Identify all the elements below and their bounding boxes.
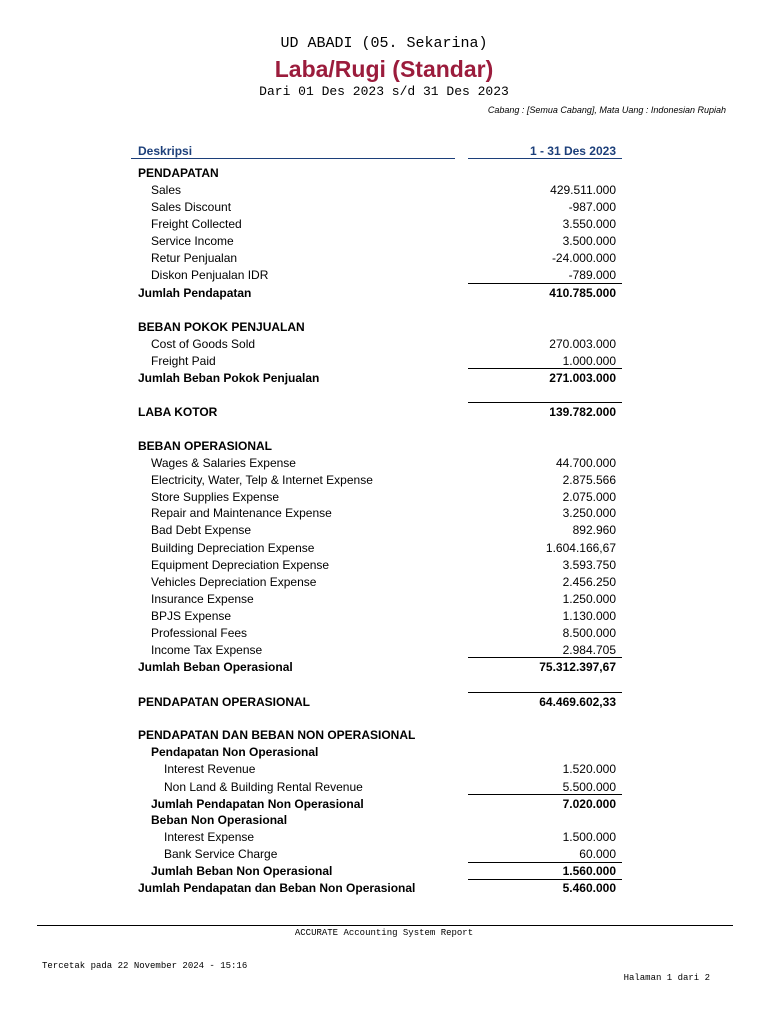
report-row — [0, 608, 768, 625]
row-value: 3.593.750 — [562, 558, 616, 572]
row-label: BEBAN POKOK PENJUALAN — [138, 320, 305, 334]
row-value: 271.003.000 — [549, 371, 616, 385]
row-value: 2.875.566 — [562, 473, 616, 487]
row-value: 3.500.000 — [562, 234, 616, 248]
report-row — [0, 233, 768, 250]
row-value: 3.550.000 — [562, 217, 616, 231]
report-filter: Cabang : [Semua Cabang], Mata Uang : Indonesian Rupiah — [487, 105, 726, 115]
row-value: 2.456.250 — [562, 575, 616, 589]
report-row — [0, 540, 768, 557]
row-label: Insurance Expense — [151, 592, 254, 606]
footer-divider — [37, 925, 733, 926]
row-label: Jumlah Beban Non Operasional — [151, 864, 333, 878]
row-value: 1.500.000 — [562, 830, 616, 844]
row-value: 1.000.000 — [562, 354, 616, 368]
row-label: PENDAPATAN — [138, 166, 219, 180]
row-value: 892.960 — [572, 523, 616, 537]
row-label: Repair and Maintenance Expense — [151, 506, 332, 520]
row-value: 410.785.000 — [549, 286, 616, 300]
row-label: Sales — [151, 183, 182, 197]
column-header-description: Deskripsi — [138, 144, 193, 158]
report-row — [0, 336, 768, 353]
row-label: Beban Non Operasional — [151, 813, 288, 827]
row-value: 3.250.000 — [562, 506, 616, 520]
report-row — [0, 625, 768, 642]
row-label: Retur Penjualan — [151, 251, 238, 265]
row-value: -789.000 — [568, 268, 616, 282]
subtotal-rule — [468, 402, 622, 403]
report-row — [0, 796, 768, 813]
report-row — [0, 829, 768, 846]
row-value: 2.984.705 — [562, 643, 616, 657]
row-value: 270.003.000 — [549, 337, 616, 351]
row-value: 1.560.000 — [562, 864, 616, 878]
report-row — [0, 694, 768, 711]
row-label: Jumlah Pendapatan — [138, 286, 252, 300]
report-row — [0, 659, 768, 676]
row-label: Pendapatan Non Operasional — [151, 745, 319, 759]
row-label: Sales Discount — [151, 200, 232, 214]
row-value: 75.312.397,67 — [539, 660, 616, 674]
row-value: 2.075.000 — [562, 490, 616, 504]
report-row — [0, 744, 768, 761]
row-label: Service Income — [151, 234, 234, 248]
report-row — [0, 267, 768, 284]
report-row — [0, 216, 768, 233]
subtotal-rule — [468, 692, 622, 693]
report-period: Dari 01 Des 2023 s/d 31 Des 2023 — [259, 84, 509, 99]
report-row — [0, 591, 768, 608]
row-value: 7.020.000 — [562, 797, 616, 811]
report-row — [0, 761, 768, 778]
printed-timestamp: Tercetak pada 22 November 2024 - 15:16 — [42, 961, 248, 971]
row-value: 429.511.000 — [550, 183, 616, 197]
report-row — [0, 472, 768, 489]
row-label: Jumlah Pendapatan dan Beban Non Operasional — [138, 881, 416, 895]
row-label: Store Supplies Expense — [151, 490, 280, 504]
report-row — [0, 285, 768, 302]
row-value: 1.130.000 — [562, 609, 616, 623]
report-row — [0, 846, 768, 863]
subtotal-rule — [468, 794, 622, 795]
row-label: LABA KOTOR — [138, 405, 218, 419]
row-label: Freight Paid — [151, 354, 216, 368]
row-value: 8.500.000 — [562, 626, 616, 640]
row-value: 44.700.000 — [555, 456, 616, 470]
row-label: Diskon Penjualan IDR — [151, 268, 269, 282]
report-row — [0, 165, 768, 182]
report-row — [0, 505, 768, 522]
report-row — [0, 353, 768, 370]
report-row — [0, 438, 768, 455]
row-label: Wages & Salaries Expense — [151, 456, 296, 470]
report-row — [0, 779, 768, 796]
row-label: Freight Collected — [151, 217, 242, 231]
report-row — [0, 642, 768, 659]
row-label: Building Depreciation Expense — [151, 541, 315, 555]
report-row — [0, 557, 768, 574]
row-value: -24.000.000 — [551, 251, 616, 265]
row-value: -987.000 — [568, 200, 616, 214]
report-title: Laba/Rugi (Standar) — [274, 56, 494, 82]
row-value: 139.782.000 — [549, 405, 616, 419]
row-value: 5.500.000 — [562, 780, 616, 794]
row-label: Electricity, Water, Telp & Internet Expense — [151, 473, 373, 487]
subtotal-rule — [468, 283, 622, 284]
row-label: BPJS Expense — [151, 609, 232, 623]
row-label: Professional Fees — [151, 626, 248, 640]
column-header-period: 1 - 31 Des 2023 — [529, 144, 616, 158]
report-row — [0, 863, 768, 880]
row-label: Non Land & Building Rental Revenue — [164, 780, 363, 794]
row-label: PENDAPATAN OPERASIONAL — [138, 695, 311, 709]
row-label: Interest Expense — [164, 830, 255, 844]
company-name: UD ABADI (05. Sekarina) — [280, 35, 488, 52]
footer-system-label: ACCURATE Accounting System Report — [294, 928, 474, 938]
report-row — [0, 404, 768, 421]
row-label: Cost of Goods Sold — [151, 337, 256, 351]
row-value: 1.250.000 — [562, 592, 616, 606]
report-row — [0, 489, 768, 506]
report-row — [0, 319, 768, 336]
header-divider-left — [131, 158, 455, 159]
row-label: Income Tax Expense — [151, 643, 263, 657]
row-label: Bank Service Charge — [164, 847, 278, 861]
report-row — [0, 199, 768, 216]
row-value: 1.604.166,67 — [545, 541, 616, 555]
row-label: Equipment Depreciation Expense — [151, 558, 330, 572]
row-value: 60.000 — [579, 847, 616, 861]
report-row — [0, 250, 768, 267]
row-label: Jumlah Beban Pokok Penjualan — [138, 371, 320, 385]
report-row — [0, 522, 768, 539]
report-row — [0, 880, 768, 897]
report-row — [0, 182, 768, 199]
row-label: Interest Revenue — [164, 762, 256, 776]
report-row — [0, 812, 768, 829]
row-value: 5.460.000 — [562, 881, 616, 895]
row-label: BEBAN OPERASIONAL — [138, 439, 273, 453]
row-label: Jumlah Beban Operasional — [138, 660, 293, 674]
header-divider-right — [468, 158, 622, 159]
report-row — [0, 370, 768, 387]
row-label: PENDAPATAN DAN BEBAN NON OPERASIONAL — [138, 728, 416, 742]
row-label: Bad Debt Expense — [151, 523, 252, 537]
report-row — [0, 455, 768, 472]
subtotal-rule — [468, 368, 622, 369]
row-label: Jumlah Pendapatan Non Operasional — [151, 797, 364, 811]
row-value: 64.469.602,33 — [539, 695, 616, 709]
row-label: Vehicles Depreciation Expense — [151, 575, 317, 589]
subtotal-rule — [468, 657, 622, 658]
report-row — [0, 727, 768, 744]
report-row — [0, 574, 768, 591]
page-number: Halaman 1 dari 2 — [623, 973, 710, 983]
row-value: 1.520.000 — [562, 762, 616, 776]
